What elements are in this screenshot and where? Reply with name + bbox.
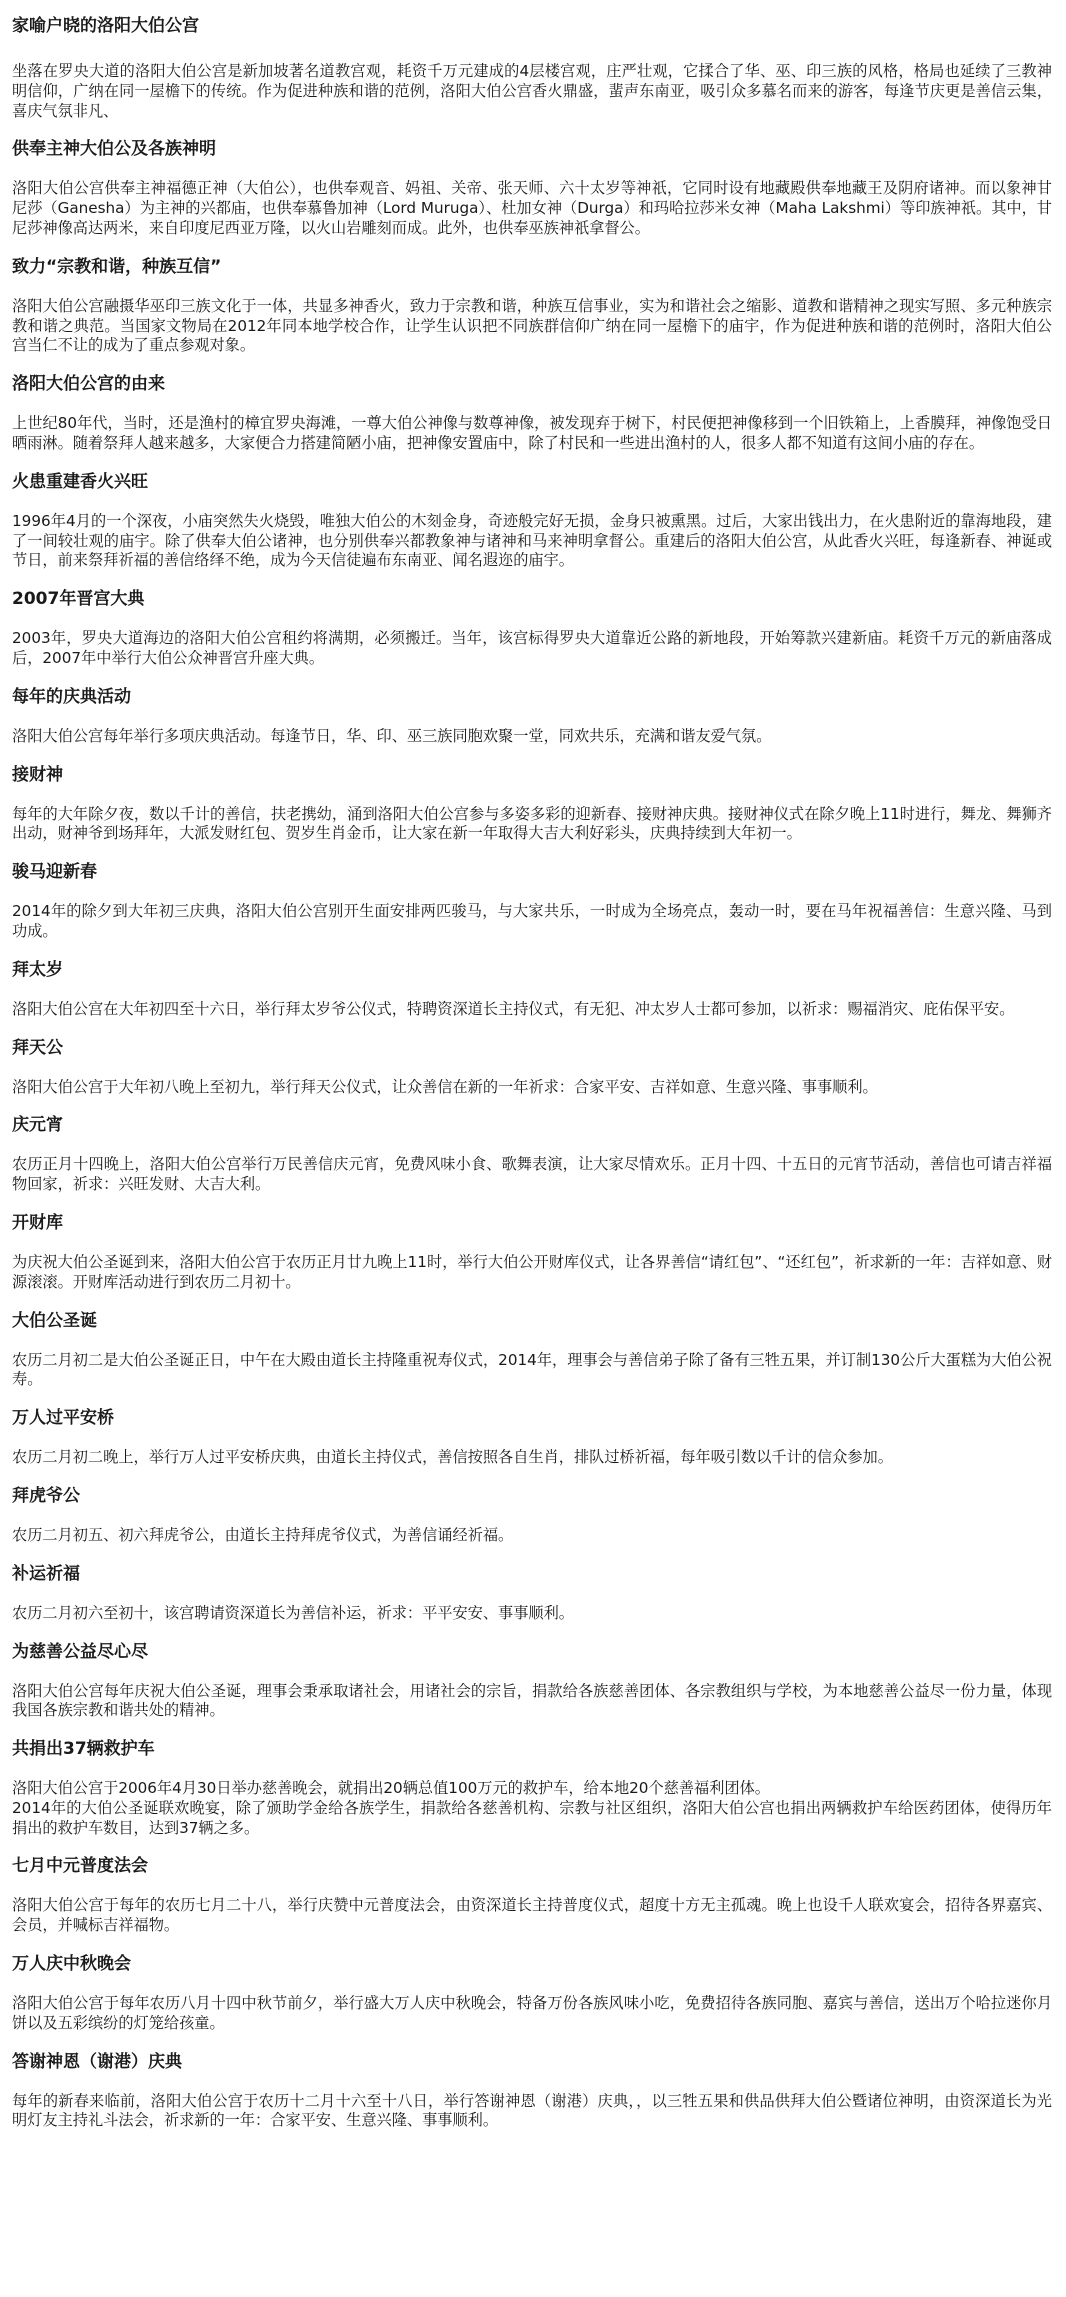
section-heading: 万人过平安桥 <box>12 1408 114 1429</box>
section-heading: 致力“宗教和谐，种族互信” <box>12 256 222 277</box>
section-heading: 万人庆中秋晚会 <box>12 1954 131 1975</box>
section <box>12 1212 1052 1293</box>
sections-container <box>12 138 1052 2131</box>
intro-paragraph: 坐落在罗央大道的洛阳大伯公宫是新加坡著名道教宫观，耗资千万元建成的4层楼宫观，庄严壮观，它揉合了华、巫、印三族的风格，格局也延续了三教神明信仰，广纳在同一屋檐下的传统。作为促进种族和谐的范例，洛阳大伯公宫香火鼎盛，蜚声东南亚，吸引众多慕名而来的游客，每逢节庆更是善信云集，喜庆气氛非凡、 <box>12 62 1052 120</box>
section <box>12 861 1052 942</box>
section <box>12 686 1052 747</box>
section-heading: 拜太岁 <box>12 959 63 980</box>
paragraph-text: 每年的大年除夕夜，数以千计的善信，扶老携幼，涌到洛阳大伯公宫参与多姿多彩的迎新春、接财神庆典。接财神仪式在除夕晚上11时进行，舞龙、舞狮齐出动，财神爷到场拜年，大派发财红包、贺岁生肖金币，让大家在新一年取得大吉大利好彩头，庆典持续到大年初一。 <box>12 804 1052 843</box>
section <box>12 373 1052 454</box>
paragraph-text: 2003年，罗央大道海边的洛阳大伯公宫租约将满期，必须搬迁。当年，该宫标得罗央大道靠近公路的新地段，开始筹款兴建新庙。耗资千万元的新庙落成后，2007年中举行大伯公众神晋宫升座大典。 <box>12 629 1052 667</box>
section-paragraph <box>12 629 1052 669</box>
section <box>12 138 1052 238</box>
section-heading: 答谢神恩（谢港）庆典 <box>12 2051 182 2072</box>
paragraph-text: 为庆祝大伯公圣诞到来，洛阳大伯公宫于农历正月廿九晚上11时，举行大伯公开财库仪式，让各界善信“请红包”、“还红包”，祈求新的一年：吉祥如意、财源滚滚。开财库活动进行到农历二月初十。 <box>12 1252 1052 1291</box>
paragraph-text: 1996年4月的一个深夜，小庙突然失火烧毁，唯独大伯公的木刻金身，奇迹般完好无损，金身只被熏黑。过后，大家出钱出力，在火患附近的靠海地段，建了一间较壮观的庙宇。除了供奉大伯公诸神，也分别供奉兴都教象神与诸神和马来神明拿督公。重建后的洛阳大伯公宫，从此香火兴旺，每逢新春、神诞或节日，前来祭拜祈福的善信络绎不绝，成为今天信徒遍布东南亚、闻名遐迩的庙宇。 <box>12 511 1052 570</box>
section <box>12 1953 1052 2034</box>
section-heading: 供奉主神大伯公及各族神明 <box>12 139 216 160</box>
section <box>12 1114 1052 1195</box>
paragraph-text: 2014年的大伯公圣诞联欢晚宴，除了颁助学金给各族学生，捐款给各慈善机构、宗教与社区组织，洛阳大伯公宫也捐出两辆救护车给医药团体，使得历年捐出的救护车数目，达到37辆之多。 <box>12 1798 1052 1837</box>
section-heading: 共捐出37辆救护车 <box>12 1739 155 1760</box>
paragraph-text: 每年的新春来临前，洛阳大伯公宫于农历十二月十六至十八日，举行答谢神恩（谢港）庆典，，以三牲五果和供品供拜大伯公暨诸位神明，由资深道长为光明灯友主持礼斗法会，祈求新的一年：合家平安、生意兴隆、事事顺利。 <box>12 2091 1052 2130</box>
section <box>12 1563 1052 1624</box>
section-heading: 大伯公圣诞 <box>12 1310 97 1331</box>
paragraph-text: 上世纪80年代，当时，还是渔村的樟宜罗央海滩，一尊大伯公神像与数尊神像，被发现弃于树下，村民便把神像移到一个旧铁箱上，上香膜拜，神像饱受日晒雨淋。随着祭拜人越来越多，大家便合力搭建简陋小庙，把神像安置庙中，除了村民和一些进出渔村的人，很多人都不知道有这间小庙的存在。 <box>12 414 1052 452</box>
section-paragraph <box>12 1253 1052 1293</box>
section <box>12 2051 1052 2132</box>
paragraph-text: 农历二月初二晚上，举行万人过平安桥庆典，由道长主持仪式，善信按照各自生肖，排队过桥祈福，每年吸引数以千计的信众参加。 <box>12 1448 893 1467</box>
paragraph-text: 农历正月十四晚上，洛阳大伯公宫举行万民善信庆元宵，免费风味小食、歌舞表演，让大家尽情欢乐。正月十四、十五日的元宵节活动，善信也可请吉祥福物回家，祈求：兴旺发财、大吉大利。 <box>12 1155 1052 1194</box>
section <box>12 588 1052 669</box>
section-paragraph <box>12 2092 1052 2132</box>
section-paragraph <box>12 1351 1052 1391</box>
section-paragraph <box>12 512 1052 571</box>
section <box>12 1855 1052 1936</box>
paragraph-text: 洛阳大伯公宫融摄华巫印三族文化于一体，共显多神香火，致力于宗教和谐，种族互信事业，实为和谐社会之缩影、道教和谐精神之现实写照、多元种族宗教和谐之典范。当国家文物局在2012年同本地学校合作，让学生认识把不同族群信仰广纳在同一屋檐下的庙宇，作为促进种族和谐的范例时，洛阳大伯公宫当仁不让的成为了重点参观对象。 <box>12 296 1052 355</box>
section-paragraph <box>12 1526 1052 1546</box>
section <box>12 1310 1052 1391</box>
paragraph-text: 2014年的除夕到大年初三庆典，洛阳大伯公宫别开生面安排两匹骏马，与大家共乐，一时成为全场亮点，轰动一时，要在马年祝福善信：生意兴隆、马到功成。 <box>12 902 1052 940</box>
section-paragraph <box>12 414 1052 454</box>
section-heading: 火患重建香火兴旺 <box>12 471 148 492</box>
section-paragraph <box>12 1779 1052 1838</box>
section-paragraph <box>12 1078 1052 1098</box>
section-heading: 为慈善公益尽心尽 <box>12 1641 148 1662</box>
section-heading: 2007年晋宫大典 <box>12 589 145 610</box>
section-heading: 开财库 <box>12 1212 63 1233</box>
section-heading: 补运祈福 <box>12 1563 80 1584</box>
section-heading: 每年的庆典活动 <box>12 686 131 707</box>
page-title: 家喻户晓的洛阳大伯公宫 <box>12 16 199 36</box>
section <box>12 471 1052 571</box>
paragraph-text: 洛阳大伯公宫于每年的农历七月二十八，举行庆赞中元普度法会，由资深道长主持普度仪式，超度十方无主孤魂。晚上也设千人联欢宴会，招待各界嘉宾、会员，并喊标吉祥福物。 <box>12 1896 1052 1935</box>
paragraph-text: 农历二月初五、初六拜虎爷公，由道长主持拜虎爷仪式，为善信诵经祈福。 <box>12 1525 514 1544</box>
section <box>12 959 1052 1020</box>
section-paragraph <box>12 1000 1052 1020</box>
section-heading: 拜天公 <box>12 1037 63 1058</box>
section-heading: 庆元宵 <box>12 1115 63 1136</box>
paragraph-text: 洛阳大伯公宫在大年初四至十六日，举行拜太岁爷公仪式，特聘资深道长主持仪式，有无犯、冲太岁人士都可参加，以祈求：赐福消灾、庇佑保平安。 <box>12 999 1015 1018</box>
paragraph-text: 洛阳大伯公宫供奉主神福德正神（大伯公），也供奉观音、妈祖、关帝、张天师、六十太岁等神祇，它同时设有地藏殿供奉地藏王及阴府诸神。而以象神甘尼莎（Ganesha）为主神的兴都庙，也供奉慕鲁加神（Lord Muruga）、杜加女神（Durga）和玛哈拉莎米女神（Maha Lakshmi）等印族神祇。其中，甘尼莎神像高达两米，来自印度尼西亚万隆，以火山岩雕刻而成。此外，也供奉巫族神祇拿督公。 <box>12 179 1052 237</box>
section <box>12 764 1052 845</box>
paragraph-text: 洛阳大伯公宫每年举行多项庆典活动。每逢节日，华、印、巫三族同胞欢聚一堂，同欢共乐，充满和谐友爱气氛。 <box>12 726 772 745</box>
section-paragraph <box>12 902 1052 942</box>
section-paragraph <box>12 297 1052 356</box>
section-paragraph <box>12 179 1052 238</box>
paragraph-text: 农历二月初二是大伯公圣诞正日，中午在大殿由道长主持隆重祝寿仪式，2014年，理事会与善信弟子除了备有三牲五果，并订制130公斤大蛋糕为大伯公祝寿。 <box>12 1350 1052 1389</box>
section-paragraph <box>12 1155 1052 1195</box>
section-heading: 接财神 <box>12 764 63 785</box>
section <box>12 256 1052 356</box>
section-heading: 骏马迎新春 <box>12 862 97 883</box>
section-paragraph <box>12 1994 1052 2034</box>
section-heading: 洛阳大伯公宫的由来 <box>12 374 165 395</box>
paragraph-text: 洛阳大伯公宫于大年初八晚上至初九，举行拜天公仪式，让众善信在新的一年祈求：合家平安、吉祥如意、生意兴隆、事事顺利。 <box>12 1077 878 1096</box>
section-paragraph <box>12 1682 1052 1722</box>
section <box>12 1037 1052 1098</box>
section <box>12 1407 1052 1468</box>
paragraph-text: 洛阳大伯公宫于2006年4月30日举办慈善晚会，就捐出20辆总值100万元的救护车，给本地20个慈善福利团体。 <box>12 1779 770 1798</box>
paragraph-text: 洛阳大伯公宫每年庆祝大伯公圣诞，理事会秉承取诸社会，用诸社会的宗旨，捐款给各族慈善团体、各宗教组织与学校，为本地慈善公益尽一份力量，体现我国各族宗教和谐共处的精神。 <box>12 1681 1052 1720</box>
paragraph-text: 洛阳大伯公宫于每年农历八月十四中秋节前夕，举行盛大万人庆中秋晚会，特备万份各族风味小吃，免费招待各族同胞、嘉宾与善信，送出万个哈拉迷你月饼以及五彩缤纷的灯笼给孩童。 <box>12 1994 1052 2032</box>
section-paragraph <box>12 1604 1052 1624</box>
section <box>12 1738 1052 1838</box>
section-paragraph <box>12 727 1052 747</box>
section-heading: 七月中元普度法会 <box>12 1856 148 1877</box>
section <box>12 1641 1052 1722</box>
section-paragraph <box>12 805 1052 845</box>
section <box>12 1485 1052 1546</box>
section-paragraph <box>12 1896 1052 1936</box>
paragraph-text: 农历二月初六至初十，该宫聘请资深道长为善信补运，祈求：平平安安、事事顺利。 <box>12 1603 574 1622</box>
section-heading: 拜虎爷公 <box>12 1485 80 1506</box>
section-paragraph <box>12 1448 1052 1468</box>
